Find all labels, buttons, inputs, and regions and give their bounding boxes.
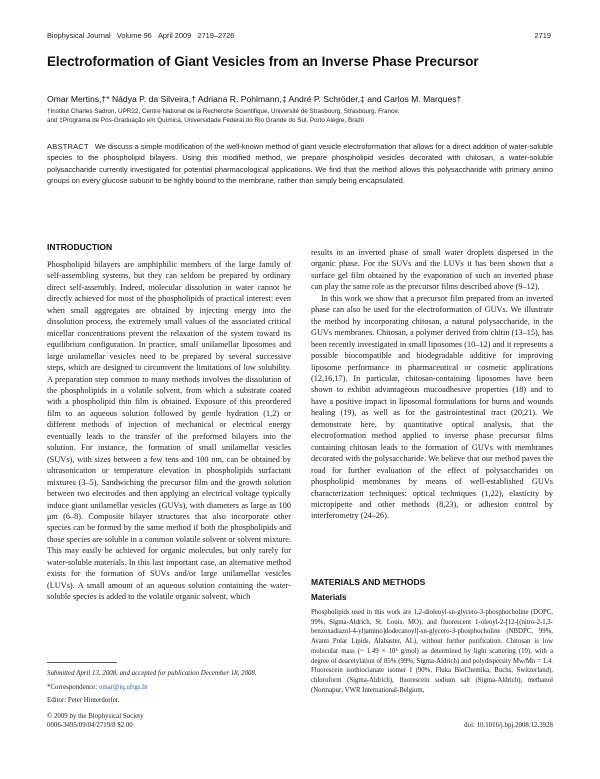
affiliation-1: †Institut Charles Sadron, UPR22, Centre National de la Recherche Scientifique, Université de Strasbourg, Strasbourg, France;	[47, 108, 400, 115]
introduction-paragraph-3: In this work we show that a precursor film prepared from an inverted phase can also be used for the electroformation of GUVs. We illustrate the method by incorporating chitosan, a natural polysaccharide, in the GUVs membranes. Chitosan, a polymer derived from chitin (13–15), has been recently investigated in small liposomes (10–12) and it represents a possible biocompatible and biodegradable additive for improving liposome performance in pharmaceutical or cosmetic applications (12,16,17). In particular, chitosan-containing liposomes have been shown to exhibit advantageous mucoadhesive properties (18) and to have a positive impact in liposomal formulations for burns and wounds healing (19), as well as for the gastrointestinal tract (20,21). We demonstrate here, by quantitative optical analysis, that the electroformation method applied to inverse phase precursor films containing chitosan leads to the formation of GUVs with membranes decorated with the polysaccharide. We believe that our method paves the road for further evaluation of the effect of polysaccharides on phospholipid membranes by means of well-established GUVs characterization techniques: optical techniques (1,22), elasticity by micropipette and other methods (8,23), or adhesion control by interferometry (24–26).	[311, 293, 553, 521]
copyright: © 2009 by the Biophysical Society	[47, 713, 144, 720]
introduction-paragraph-1: Phospholipid bilayers are amphiphilic members of the large family of self-assembling systems, but they can seldom be prepared by ordinary direct self-assembly. Indeed, molecular dissolution in water cannot be directly achieved for most of the phospholipids of practical interest: even when small aggregates are obtained by injecting energy into the dissolution process, the extremely small values of the associated critical micellar concentrations prevent the relaxation of the system toward its equilibrium configuration. In practice, small unilamellar liposomes and large unilamellar vesicles need to be prepared by several successive steps, which are designed to circumvent the limitations of low solubility. A preparation step common to many methods involves the dissolution of the phospholipids in a volatile solvent, from which a substrate coated with a phospholipid thin film is obtained. Exposure of this preordered film to an aqueous solution followed by gentle hydration (1,2) or different methods of injection of mechanical or electrical energy eventually leads to the transfer of the preformed bilayers into the solution. For instance, the formation of small unilamellar vesicles (SUVs), with sizes between a few tens and 100 nm, can be obtained by ultrasonication or temperature elevation in phospholipids surfactant mixtures (3–5). Sandwiching the precursor film and the growth solution between two electrodes and then applying an electrical voltage typically induce giant unilamellar vesicles (GUVs), with diameters as large as 100 μm (6–8). Composite bilayer structures that also incorporate other species can be formed by the same method if both the phospholipids and those species are soluble in a common volatile solvent or solvent mixture. This may easily be achieved for organic molecules, but only rarely for water-soluble materials. In this last important case, an alternative method exists for the formation of SUVs and/or large unilamellar vesicles (LUVs). A small amount of an aqueous solution containing the water-soluble species is added to the volatile organic solvent, which	[47, 260, 291, 602]
correspondence	[47, 684, 148, 691]
journal-volume: Volume 96	[116, 31, 152, 40]
journal-pages: 2719–2726	[197, 31, 235, 40]
introduction-left-column	[47, 259, 291, 603]
journal-citation	[47, 31, 234, 40]
paper-title: Electroformation of Giant Vesicles from an Inverse Phase Precursor	[47, 54, 479, 69]
materials-text: Phospholipids used in this work are 1,2-dioleoyl-sn-glycero-3-phosphocholine (DOPC, 99%, Sigma-Aldrich, St. Louis, MO), and fluorescent 1-oleoyl-2-[12-[(nitro-2-1,3-benzoxadiazol-4-yl)amino]dodecanoyl]-sn-glycero-3-phosphocholine (NBDPC, 99%, Avanti Polar Lipids, Alabaster, AL), without further purification. Chitosan is low molecular mass (~ 1.49 × 10⁵ g/mol) as determined by light scattering (10), with a degree of deacetylation of 85% (99%, Sigma-Aldrich) and polydispersity Mw/Mn = 1.4. Fluorescein isothiocianate isomer I (90%, Fluka BioChemika, Buchs, Switzerland), chloroform (Sigma-Aldrich), fluorescein sodium salt (Sigma-Aldrich), methanol (Normapur; VWR International-Belgium,	[311, 609, 553, 694]
methods-heading: MATERIALS AND METHODS	[311, 577, 426, 587]
correspondence-email[interactable]: omar@iq.ufrgs.br	[98, 684, 148, 691]
introduction-heading: INTRODUCTION	[47, 242, 113, 252]
affiliation-2: and ‡Programa de Pos-Graduação em Química, Universidade Federal do Rio Grande do Sul, Porto Alegre, Brazil	[47, 117, 364, 124]
submission-dates: Submitted April 13, 2008, and accepted for publication December 18, 2008.	[47, 670, 257, 677]
abstract	[47, 141, 553, 187]
footnote-rule	[47, 662, 117, 663]
issn: 0006-3495/09/04/2719/8 $2.00	[47, 722, 133, 729]
journal-name: Biophysical Journal	[47, 31, 111, 40]
author-list: Omar Mertins,†* Nádya P. da Silveira,† Adriana R. Pohlmann,‡ André P. Schröder,‡ and Carlos M. Marques†	[47, 94, 462, 104]
running-header	[47, 31, 551, 43]
editor-note: Editor: Peter Hinterdorfer.	[47, 697, 120, 704]
correspondence-label: *Correspondence:	[47, 684, 98, 691]
abstract-text: We discuss a simple modification of the well-known method of giant vesicle electroformation that allows for a direct addition of water-soluble species to the phospholipid bilayers. Using this modified method, we prepare phospholipid vesicles decorated with chitosan, a water-soluble polysaccharide currently investigated for potential pharmacological applications. We find that the method allows this polysaccharide with primary amino groups on every glucose subunit to be tightly bound to the membrane, rather than simply being encapsulated.	[47, 142, 553, 186]
introduction-paragraph-2: results in an inverted phase of small water droplets dispersed in the organic phase. For the SUVs and the LUVs it has been shown that a surface gel film obtained by the evaporation of such an inverted phase can play the same role as the precursor films described above (9–12).	[311, 248, 553, 292]
introduction-right-column	[311, 247, 553, 522]
abstract-label: ABSTRACT	[47, 142, 89, 151]
materials-subheading: Materials	[311, 593, 347, 602]
page-number: 2719	[534, 31, 551, 40]
doi[interactable]: doi: 10.1016/j.bpj.2008.12.3928	[464, 722, 553, 729]
journal-date: April 2009	[157, 31, 192, 40]
